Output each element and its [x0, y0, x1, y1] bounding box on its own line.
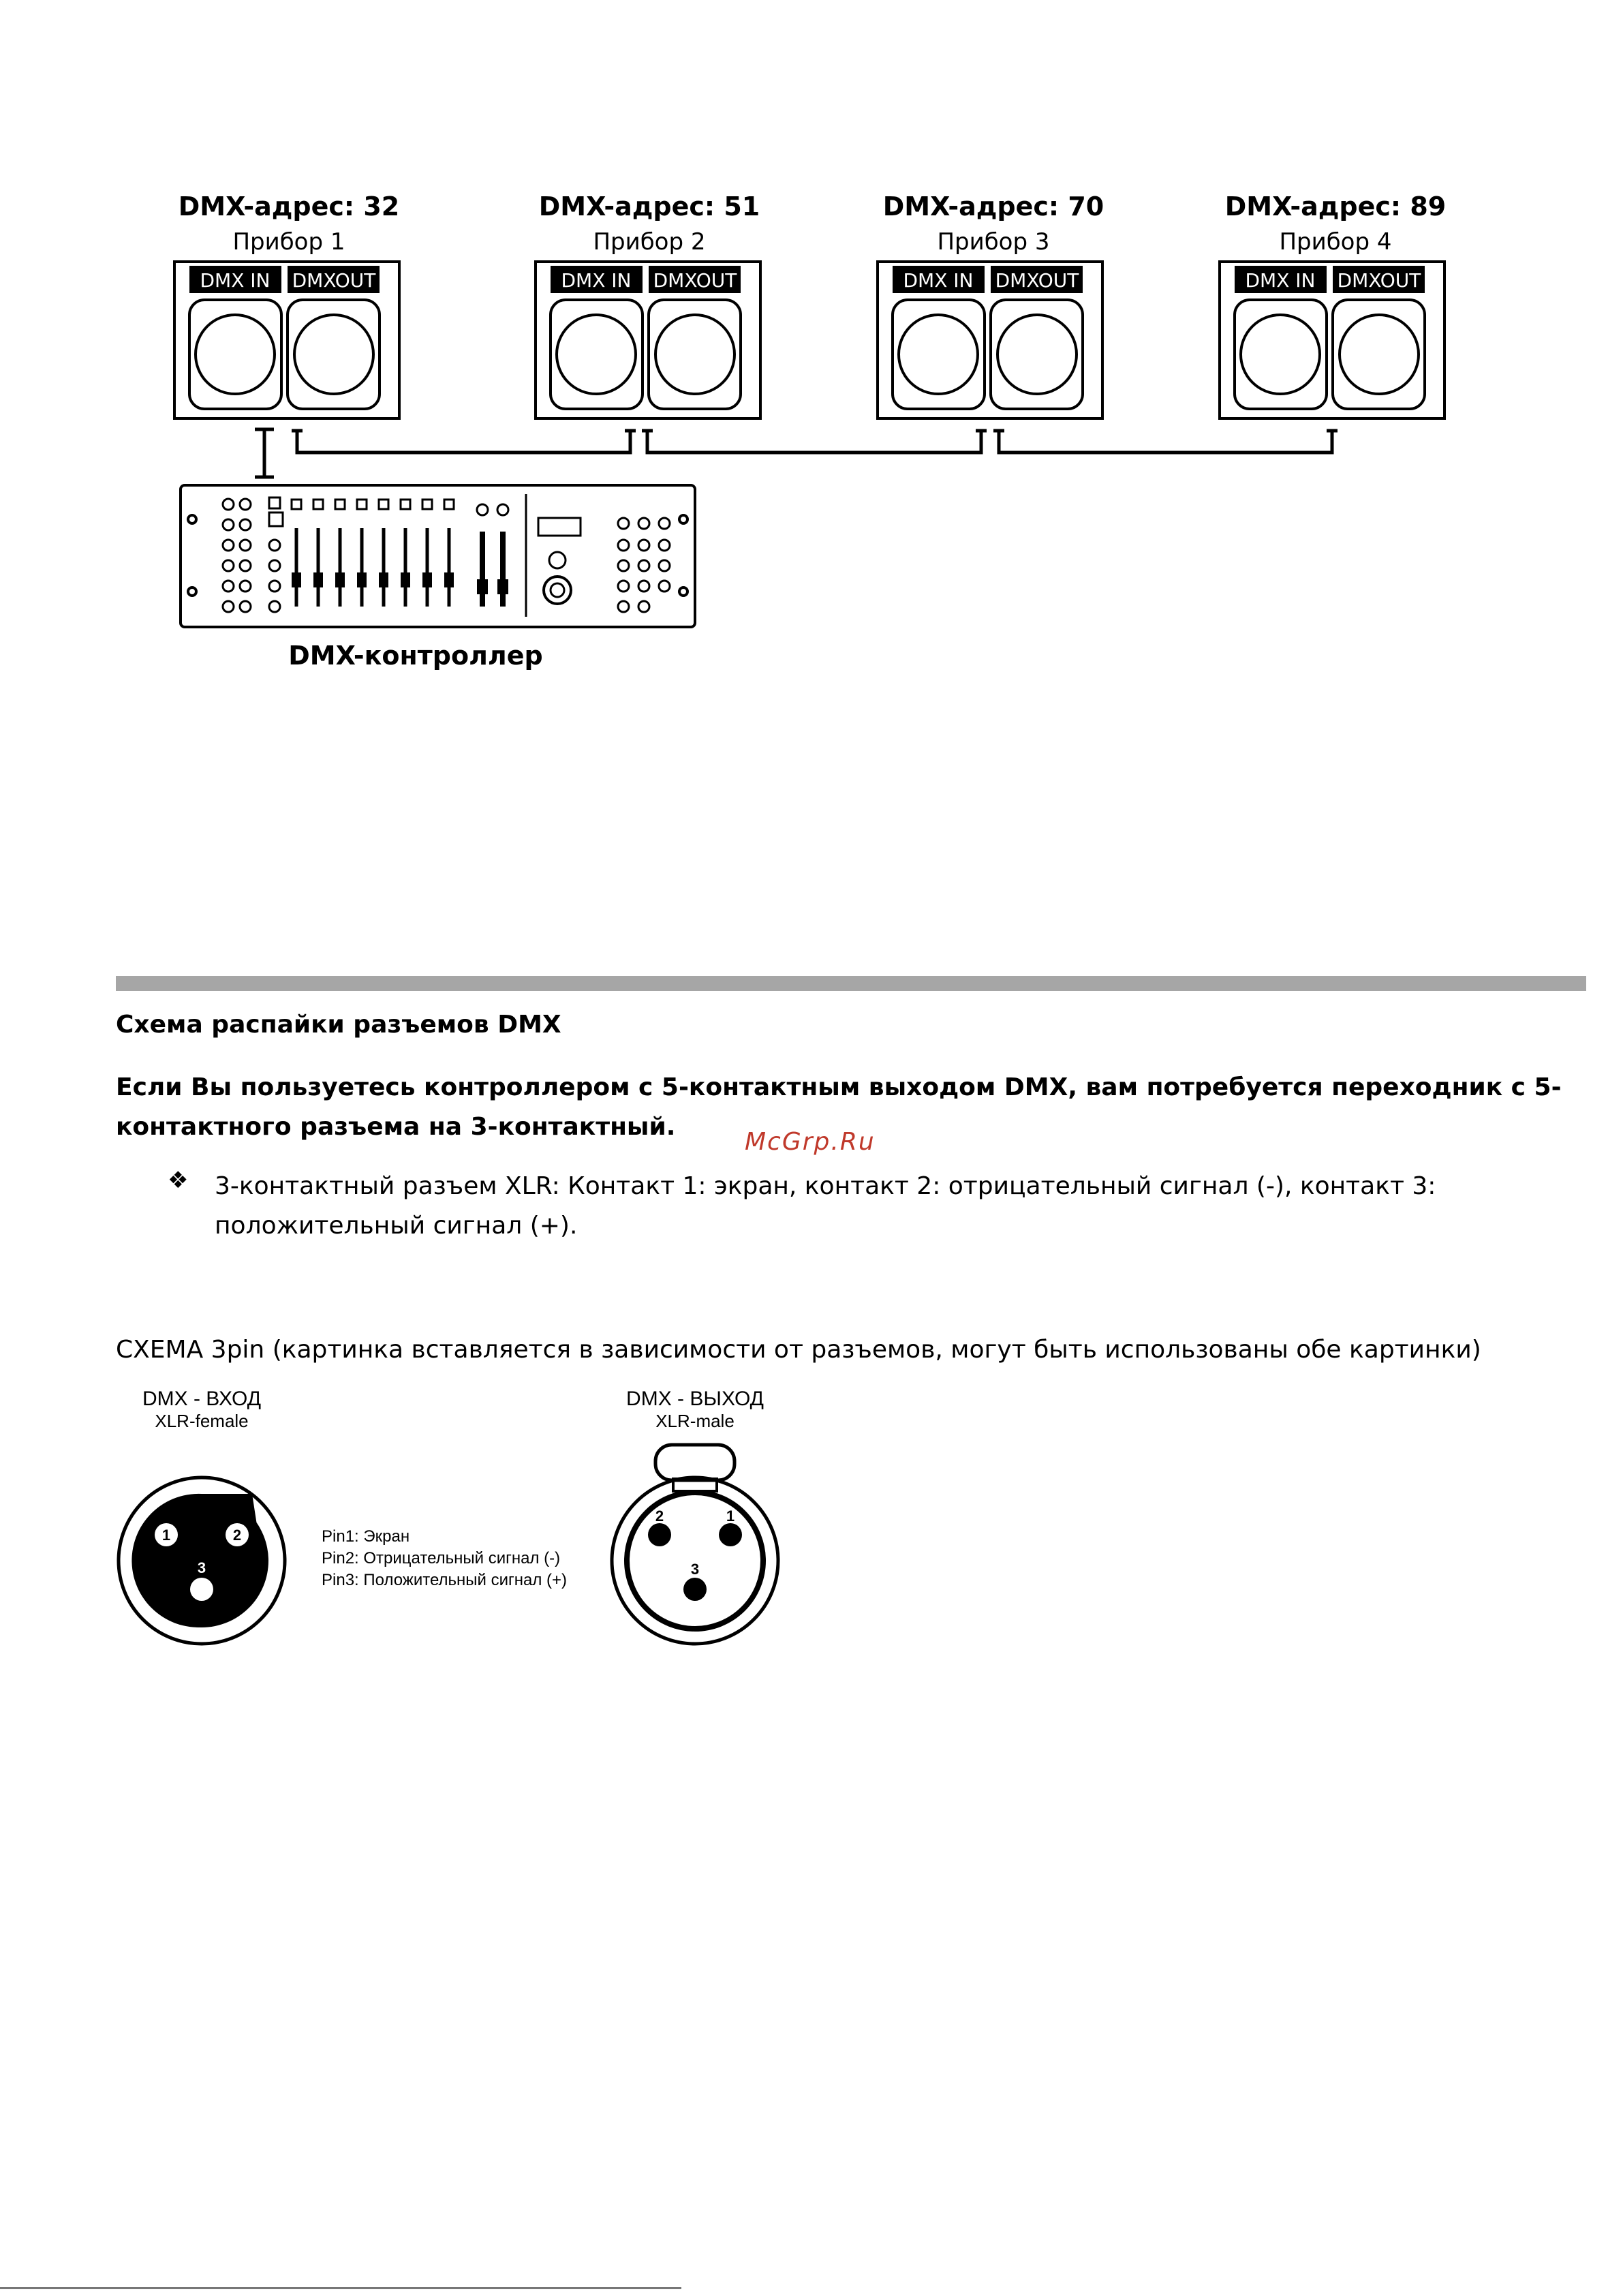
adapter-note-line-2: контактного разъема на 3-контактный. — [116, 1113, 676, 1141]
pinout-bullet — [215, 1167, 1509, 1246]
xlr-pinout-diagram — [109, 1377, 831, 1663]
device-3-address: DMX-адрес: 70 — [882, 192, 1104, 221]
scheme-caption: СХЕМА 3pin (картинка вставляется в зависимости от разъемов, могут быть использованы обе картинки) — [116, 1336, 1481, 1364]
footer-rule — [0, 2287, 681, 2289]
device-3 — [878, 192, 1104, 418]
xlr-female-connector — [119, 1478, 285, 1644]
watermark: McGrp.Ru — [745, 1128, 876, 1156]
connector-out-subtitle: XLR-male — [655, 1411, 735, 1431]
bullet-icon: ❖ — [168, 1167, 189, 1194]
connector-out-pin-3: 3 — [690, 1561, 700, 1578]
adapter-note-line-1: Если Вы пользуетесь контроллером с 5-контактным выходом DMX, вам потребуется переходник с 5- — [116, 1073, 1562, 1101]
pin-legend-1: Pin1: Экран — [322, 1527, 410, 1546]
device-2-dmx-out-label: DMXOUT — [653, 269, 737, 292]
device-1-address: DMX-адрес: 32 — [178, 192, 400, 221]
connector-out-title: DMX - ВЫХОД — [626, 1388, 764, 1410]
dmx-controller — [181, 485, 695, 627]
connector-in-pin-1: 1 — [161, 1527, 171, 1544]
pinout-bullet-line-1: 3-контактный разъем XLR: Контакт 1: экран, контакт 2: отрицательный сигнал (-), контакт 3: — [215, 1172, 1436, 1200]
device-1-dmx-in-label: DMX IN — [200, 269, 270, 292]
connector-in-title: DMX - ВХОД — [142, 1388, 262, 1410]
device-4 — [1220, 192, 1446, 418]
device-4-address: DMX-адрес: 89 — [1224, 192, 1447, 221]
device-3-dmx-out-label: DMXOUT — [995, 269, 1079, 292]
dmx-chain-diagram — [0, 0, 1623, 716]
pin-legend-2: Pin2: Отрицательный сигнал (-) — [322, 1549, 561, 1567]
device-4-dmx-in-label: DMX IN — [1245, 269, 1316, 292]
section-divider — [116, 976, 1586, 991]
pinout-bullet-line-2: положительный сигнал (+). — [215, 1212, 578, 1240]
device-4-name: Прибор 4 — [1279, 228, 1392, 256]
connector-out-pin-1: 1 — [726, 1507, 735, 1525]
xlr-male-connector — [612, 1445, 778, 1644]
connector-out-pin-2: 2 — [655, 1507, 664, 1525]
device-1 — [174, 192, 399, 418]
device-2-dmx-in-label: DMX IN — [561, 269, 632, 292]
device-2-name: Прибор 2 — [593, 228, 706, 256]
controller-label: DMX-контроллер — [288, 641, 543, 671]
section-title: Схема распайки разъемов DMX — [116, 1011, 561, 1039]
device-2-address: DMX-адрес: 51 — [538, 192, 760, 221]
device-3-name: Прибор 3 — [937, 228, 1050, 256]
device-1-dmx-out-label: DMXOUT — [292, 269, 376, 292]
connector-in-pin-3: 3 — [197, 1559, 206, 1576]
dmx-cables — [255, 429, 1338, 477]
connector-in-pin-2: 2 — [232, 1527, 242, 1544]
pin-legend-3: Pin3: Положительный сигнал (+) — [322, 1571, 568, 1589]
device-2 — [536, 192, 760, 418]
device-4-dmx-out-label: DMXOUT — [1337, 269, 1421, 292]
connector-in-subtitle: XLR-female — [155, 1411, 249, 1431]
device-3-dmx-in-label: DMX IN — [903, 269, 974, 292]
device-1-name: Прибор 1 — [232, 228, 345, 256]
